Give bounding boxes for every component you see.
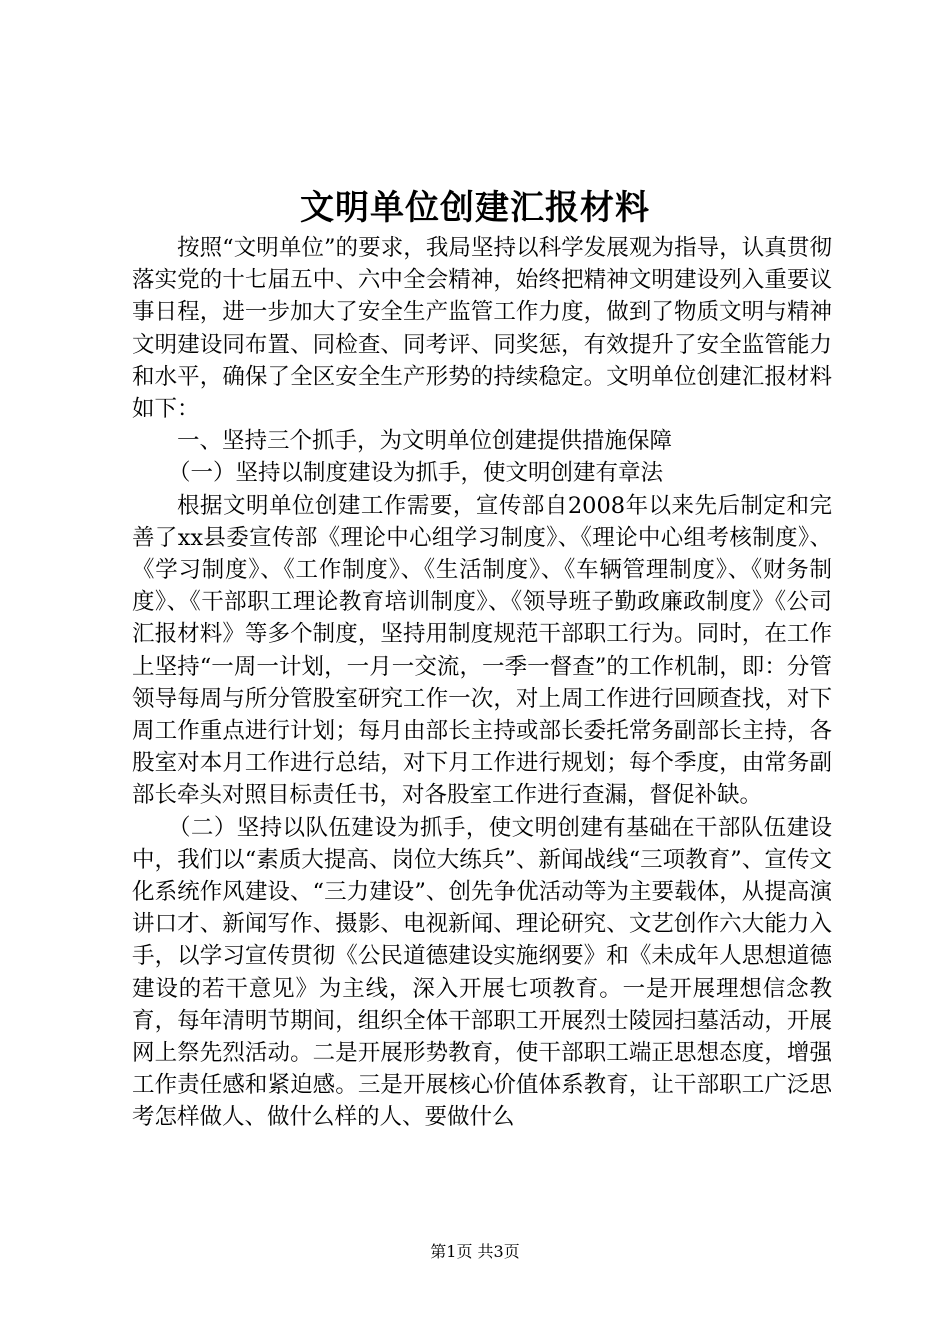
document-body: [132, 232, 832, 1134]
paragraph-team-building: （二）坚持以队伍建设为抓手，使文明创建有基础在干部队伍建设中，我们以“素质大提高、岗位大练兵”、新闻战线“三项教育”、宣传文化系统作风建设、“三力建设”、创先争优活动等为主要载体，从提高演讲口才、新闻写作、摄影、电视新闻、理论研究、文艺创作六大能力入手，以学习宣传贯彻《公民道德建设实施纲要》和《未成年人思想道德建设的若干意见》为主线，深入开展七项教育。一是开展理想信念教育，每年清明节期间，组织全体干部职工开展烈士陵园扫墓活动，开展网上祭先烈活动。二是开展形势教育，使干部职工端正思想态度，增强工作责任感和紧迫感。三是开展核心价值体系教育，让干部职工广泛思考怎样做人、做什么样的人、要做什么: [132, 814, 832, 1131]
paragraph-system-building: 根据文明单位创建工作需要，宣传部自2008年以来先后制定和完善了xx县委宣传部《理论中心组学习制度》、《理论中心组考核制度》、《学习制度》、《工作制度》、《生活制度》、《车辆管理制度》、《财务制度》、《干部职工理论教育培训制度》、《领导班子勤政廉政制度》《公司汇报材料》等多个制度，坚持用制度规范干部职工行为。同时，在工作上坚持“一周一计划，一月一交流，一季一督查”的工作机制，即：分管领导每周与所分管股室研究工作一次，对上周工作进行回顾查找，对下周工作重点进行计划；每月由部长主持或部长委托常务副部长主持，各股室对本月工作进行总结，对下月工作进行规划；每个季度，由常务副部长牵头对照目标责任书，对各股室工作进行查漏，督促补缺。: [132, 492, 832, 809]
subsection-heading-1: （一）坚持以制度建设为抓手，使文明创建有章法: [168, 460, 664, 487]
paragraph-intro: 按照“文明单位”的要求，我局坚持以科学发展观为指导，认真贯彻落实党的十七届五中、六中全会精神，始终把精神文明建设列入重要议事日程，进一步加大了安全生产监管工作力度，做到了物质文明与精神文明建设同布置、同检查、同考评、同奖惩，有效提升了安全监管能力和水平，确保了全区安全生产形势的持续稳定。文明单位创建汇报材料如下：: [132, 235, 832, 423]
section-heading-1: 一、坚持三个抓手，为文明单位创建提供措施保障: [177, 428, 673, 455]
document-title: 文明单位创建汇报材料: [300, 188, 650, 228]
page-footer: 第1页 共3页: [430, 1242, 520, 1261]
